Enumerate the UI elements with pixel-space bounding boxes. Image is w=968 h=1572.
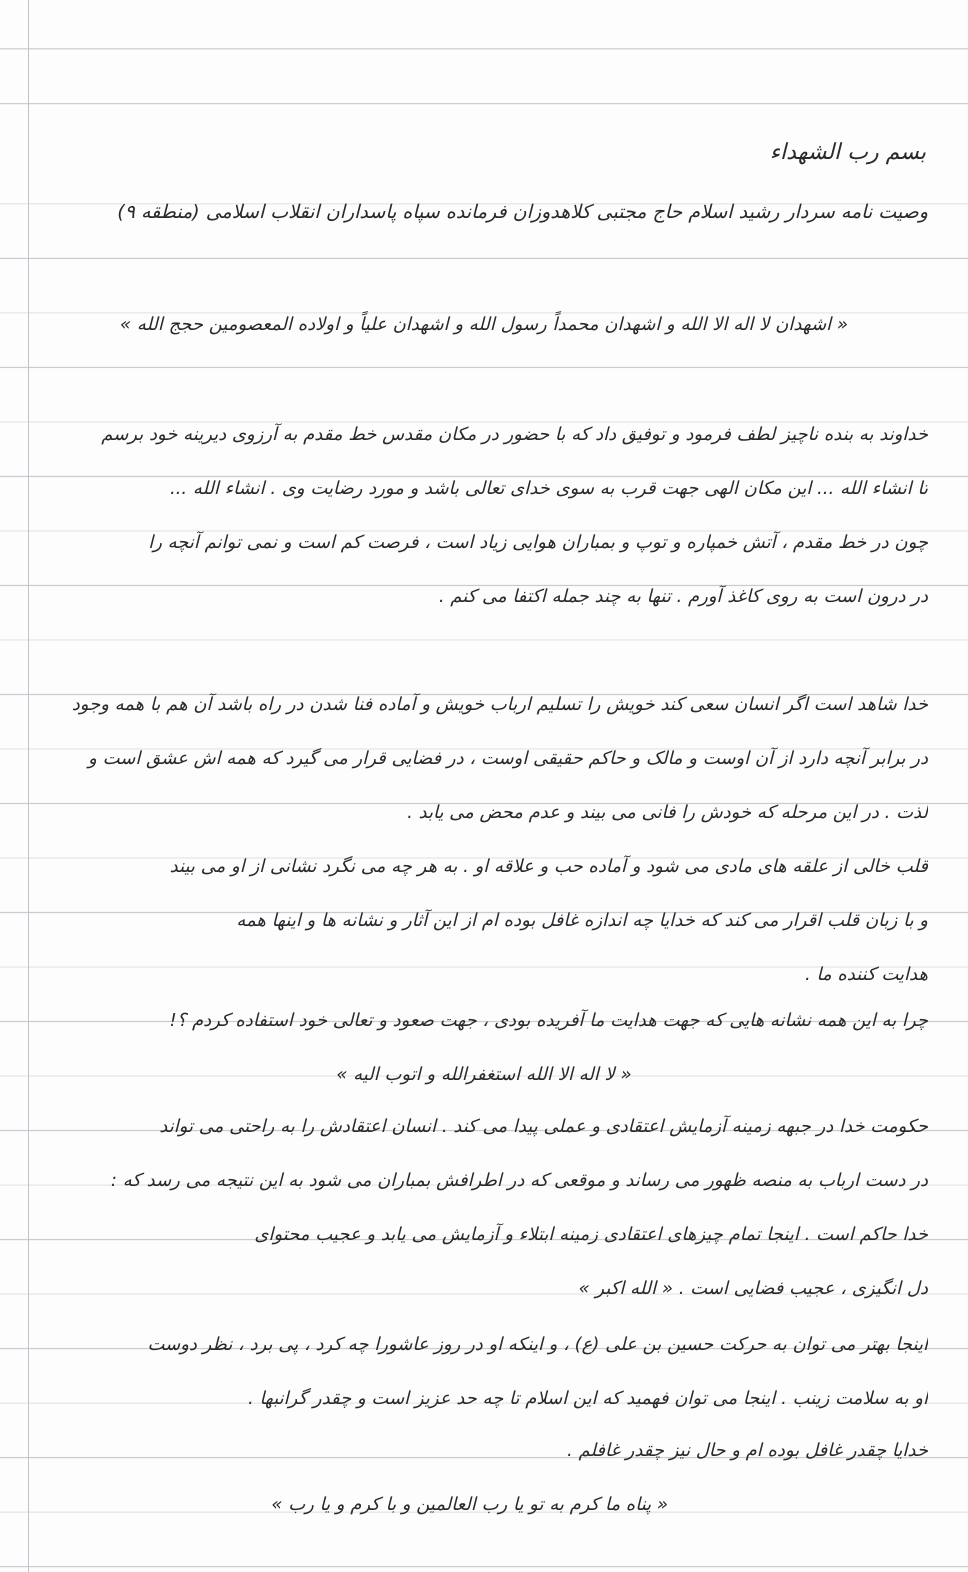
text-line: در دست ارباب به منصه ظهور می رساند و موقعی که در اطرافش بمباران می شود به این نتیجه می رسد که : (110, 1170, 928, 1191)
document-subtitle: وصیت نامه سردار رشید اسلام حاج مجتبی کلاهدوزان فرمانده سپاه پاسداران انقلاب اسلامی (منطقه ۹) (117, 201, 928, 223)
text-line: خداوند به بنده ناچیز لطف فرمود و توفیق داد که با حضور در مکان مقدس خط مقدم به آرزوی دیرینه خود برسم (101, 424, 928, 445)
text-line: او به سلامت زینب . اینجا می توان فهمید که این اسلام تا چه حد عزیز است و چقدر گرانبها . (248, 1388, 928, 1409)
margin-line (28, 0, 29, 1572)
closing-line: « پناه ما کرم به تو یا رب العالمین و با کرم و یا رب » (271, 1494, 668, 1515)
text-line: قلب خالی از علقه های مادی می شود و آماده حب و علاقه او . به هر چه می نگرد نشانی از او می بیند (169, 856, 928, 877)
text-line: خدا حاکم است . اینجا تمام چیزهای اعتقادی زمینه ابتلاء و آزمایش می یابد و عجیب محتوای (254, 1224, 928, 1245)
text-line: در درون است به روی کاغذ آورم . تنها به چند جمله اکتفا می کنم . (438, 586, 928, 607)
text-line: و با زبان قلب اقرار می کند که خدایا چه اندازه غافل بوده ام از این آثار و نشانه ها و اینها همه (236, 910, 928, 931)
text-line: اینجا بهتر می توان به حرکت حسین بن علی (ع) ، و اینکه او در روز عاشورا چه کرد ، پی برد ، نظر دوست (147, 1334, 928, 1355)
prayer-line: « لا اله الا الله استغفرالله و اتوب الیه » (336, 1064, 632, 1085)
text-line: لذت . در این مرحله که خودش را فانی می بیند و عدم محض می یابد . (407, 802, 928, 823)
text-line: در برابر آنچه دارد از آن اوست و مالک و حاکم حقیقی اوست ، در فضایی قرار می گیرد که همه اش عشق است و (88, 748, 928, 769)
text-line: تا انشاء الله ... این مکان الهی جهت قرب به سوی خدای تعالی باشد و مورد رضایت وی . انشاء الله ... (169, 478, 928, 499)
shahadatain-line: « اشهدان لا اله الا الله و اشهدان محمداً رسول الله و اشهدان علیاً و اولاده المعصومین حجج الله » (119, 314, 848, 335)
document-heading: بسم رب الشهداء (769, 140, 926, 165)
text-line: خدایا چقدر غافل بوده ام و حال نیز چقدر غافلم . (567, 1440, 928, 1461)
text-line: چرا به این همه نشانه هایی که جهت هدایت ما آفریده بودی ، جهت صعود و تعالی خود استفاده کردم ؟! (169, 1010, 928, 1031)
text-line: چون در خط مقدم ، آتش خمپاره و توپ و بمباران هوایی زیاد است ، فرصت کم است و نمی توانم آنچه را (148, 532, 928, 553)
text-line: خدا شاهد است اگر انسان سعی کند خویش را تسلیم ارباب خویش و آماده فنا شدن در راه باشد آن هم با همه وجود (71, 694, 928, 715)
text-line: هدایت کننده ما . (805, 964, 928, 985)
text-line: دل انگیزی ، عجیب فضایی است . « الله اکبر » (578, 1278, 928, 1299)
text-line: حکومت خدا در جبهه زمینه آزمایش اعتقادی و عملی پیدا می کند . انسان اعتقادش را به راحتی می تواند (159, 1116, 928, 1137)
